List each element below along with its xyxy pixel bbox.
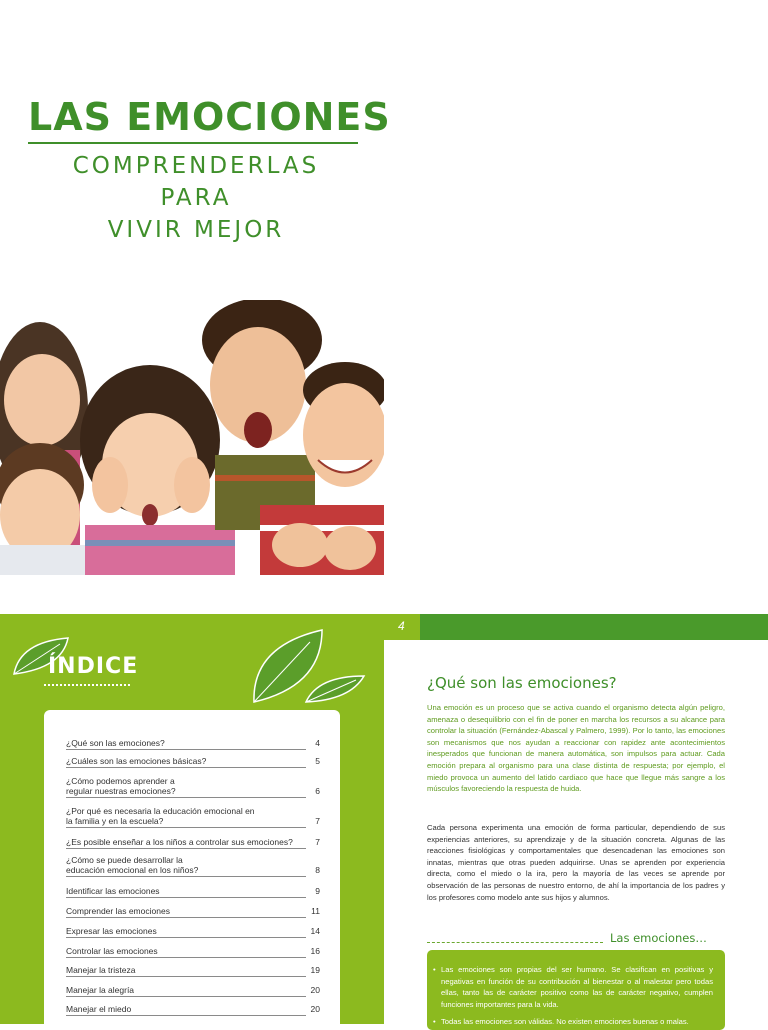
toc-entry-text: Comprender las emociones [66, 906, 170, 916]
toc-entry-rule [66, 937, 306, 938]
toc-entry-rule [66, 848, 306, 849]
toc-entry-page: 9 [315, 886, 320, 896]
toc-entry-text: Manejar la tristeza [66, 965, 136, 975]
toc-entry-rule [66, 996, 306, 997]
callout-box [427, 950, 725, 1030]
title-underline [28, 142, 358, 144]
toc-entry-page: 19 [310, 965, 320, 975]
leaf-icon [304, 672, 366, 704]
cover-subtitle-line-2: VIVIR MEJOR [107, 217, 285, 243]
toc-entry-rule [66, 957, 306, 958]
toc-entry-rule [66, 976, 306, 977]
toc-entry[interactable] [66, 886, 328, 896]
toc-entry-page: 20 [310, 1004, 320, 1014]
toc-entry-rule [66, 797, 306, 798]
toc-entry-page: 14 [310, 926, 320, 936]
paragraph-2: Cada persona experimenta una emoción de forma particular, dependiendo de sus experiencias anteriores, su aprendizaje y de la situación concreta. Algunas de las reacciones fisiológicas y comportamentales que desencadenan las emociones son innatas, mientras que otras pueden adquirirse. Unas se aprenden por experiencia directa, como el miedo o la ira, pero la mayoría de las veces se aprende por observación de las personas de nuestro entorno, de ahí la importancia de los padres y los profesores como modelo ante sus hijos y alumnos. [427, 823, 725, 902]
subheading: Las emociones… [610, 931, 707, 945]
toc-entry-rule [66, 767, 306, 768]
toc-entry-page: 6 [315, 786, 320, 796]
toc-entry-page: 5 [315, 756, 320, 766]
toc-entry-rule [66, 917, 306, 918]
children-photo [0, 300, 384, 575]
toc-entry-page: 16 [310, 946, 320, 956]
paragraph-1: Una emoción es un proceso que se activa cuando el organismo detecta algún peligro, amenaza o desequilibrio con el fin de poner en marcha los recursos a su alcance para controlar la situación (Fernández-Abascal y Palmero, 1999). Por lo tanto, las emociones son mecanismos que nos ayudan a reaccionar con rapidez ante acontecimientos inesperados que funcionan de manera automática, son impulsos para actuar. Cada emoción prepara al organismo para una clase distinta de respuesta; por ejemplo, el miedo provoca un aumento del latido cardiaco que hace que llegue más sangre a los músculos favoreciendo la respuesta de huida. [427, 703, 725, 794]
toc-entry[interactable] [66, 965, 328, 975]
toc-entry-rule [66, 1015, 306, 1016]
toc-entry-rule [66, 749, 306, 750]
toc-entry[interactable] [66, 756, 328, 766]
toc-entry[interactable] [66, 985, 328, 995]
index-title: ÍNDICE [48, 654, 139, 679]
index-title-underline [44, 684, 130, 686]
toc-entry-text: Manejar el miedo [66, 1004, 132, 1014]
toc-entry[interactable] [66, 926, 328, 936]
cover-title: LAS EMOCIONES [28, 95, 391, 139]
toc-entry-page: 4 [315, 738, 320, 748]
toc-entry-text: Controlar las emociones [66, 946, 158, 956]
header-bar [420, 614, 768, 640]
toc-entry-text: ¿Es posible enseñar a los niños a controlar sus emociones? [66, 837, 293, 847]
page-number: 4 [398, 619, 405, 633]
toc-entry[interactable] [66, 738, 328, 748]
toc-entry[interactable] [66, 906, 328, 916]
toc-entry-page: 20 [310, 985, 320, 995]
cover-subtitle [36, 150, 356, 246]
toc-entry-text: ¿Cómo podemos aprender a regular nuestras emociones? [66, 776, 176, 796]
children-photo-illustration [0, 300, 384, 575]
callout-bullet-2: • Todas las emociones son válidas. No existen emociones buenas o malas. [441, 1016, 713, 1028]
cover-subtitle-line-1: COMPRENDERLAS PARA [72, 153, 320, 211]
section-heading: ¿Qué son las emociones? [427, 674, 617, 692]
toc-entry-rule [66, 876, 306, 877]
toc-entry[interactable] [66, 776, 328, 796]
toc-entry-text: Manejar la alegría [66, 985, 135, 995]
toc-entry[interactable] [66, 806, 328, 826]
toc-entry-text: Identificar las emociones [66, 886, 160, 896]
toc-entry-page: 11 [311, 906, 320, 916]
toc-entry-text: ¿Cuáles son las emociones básicas? [66, 756, 207, 766]
callout-bullet-1: • Las emociones son propias del ser humano. Se clasifican en positivas y negativas en función de su contribución al bienestar o al malestar pero todas ellas, tanto las de carácter positivo como las de carácter negativo, cumplen funciones importantes para la vida. [441, 964, 713, 1010]
table-of-contents [44, 710, 340, 1030]
toc-entry-page: 8 [315, 865, 320, 875]
toc-entry-page: 7 [315, 837, 320, 847]
toc-entry-rule [66, 897, 306, 898]
toc-entry-text: ¿Qué son las emociones? [66, 738, 165, 748]
toc-entry-text: Expresar las emociones [66, 926, 157, 936]
toc-entry[interactable] [66, 946, 328, 956]
toc-entry-page: 7 [315, 816, 320, 826]
toc-entry-text: ¿Por qué es necesaria la educación emocional en la familia y en la escuela? [66, 806, 255, 826]
toc-entry-rule [66, 827, 306, 828]
toc-entry[interactable] [66, 855, 328, 875]
toc-entry[interactable] [66, 837, 328, 847]
toc-entry-text: ¿Cómo se puede desarrollar la educación emocional en los niños? [66, 855, 199, 875]
subheading-rule [427, 942, 603, 943]
toc-entry[interactable] [66, 1004, 328, 1014]
